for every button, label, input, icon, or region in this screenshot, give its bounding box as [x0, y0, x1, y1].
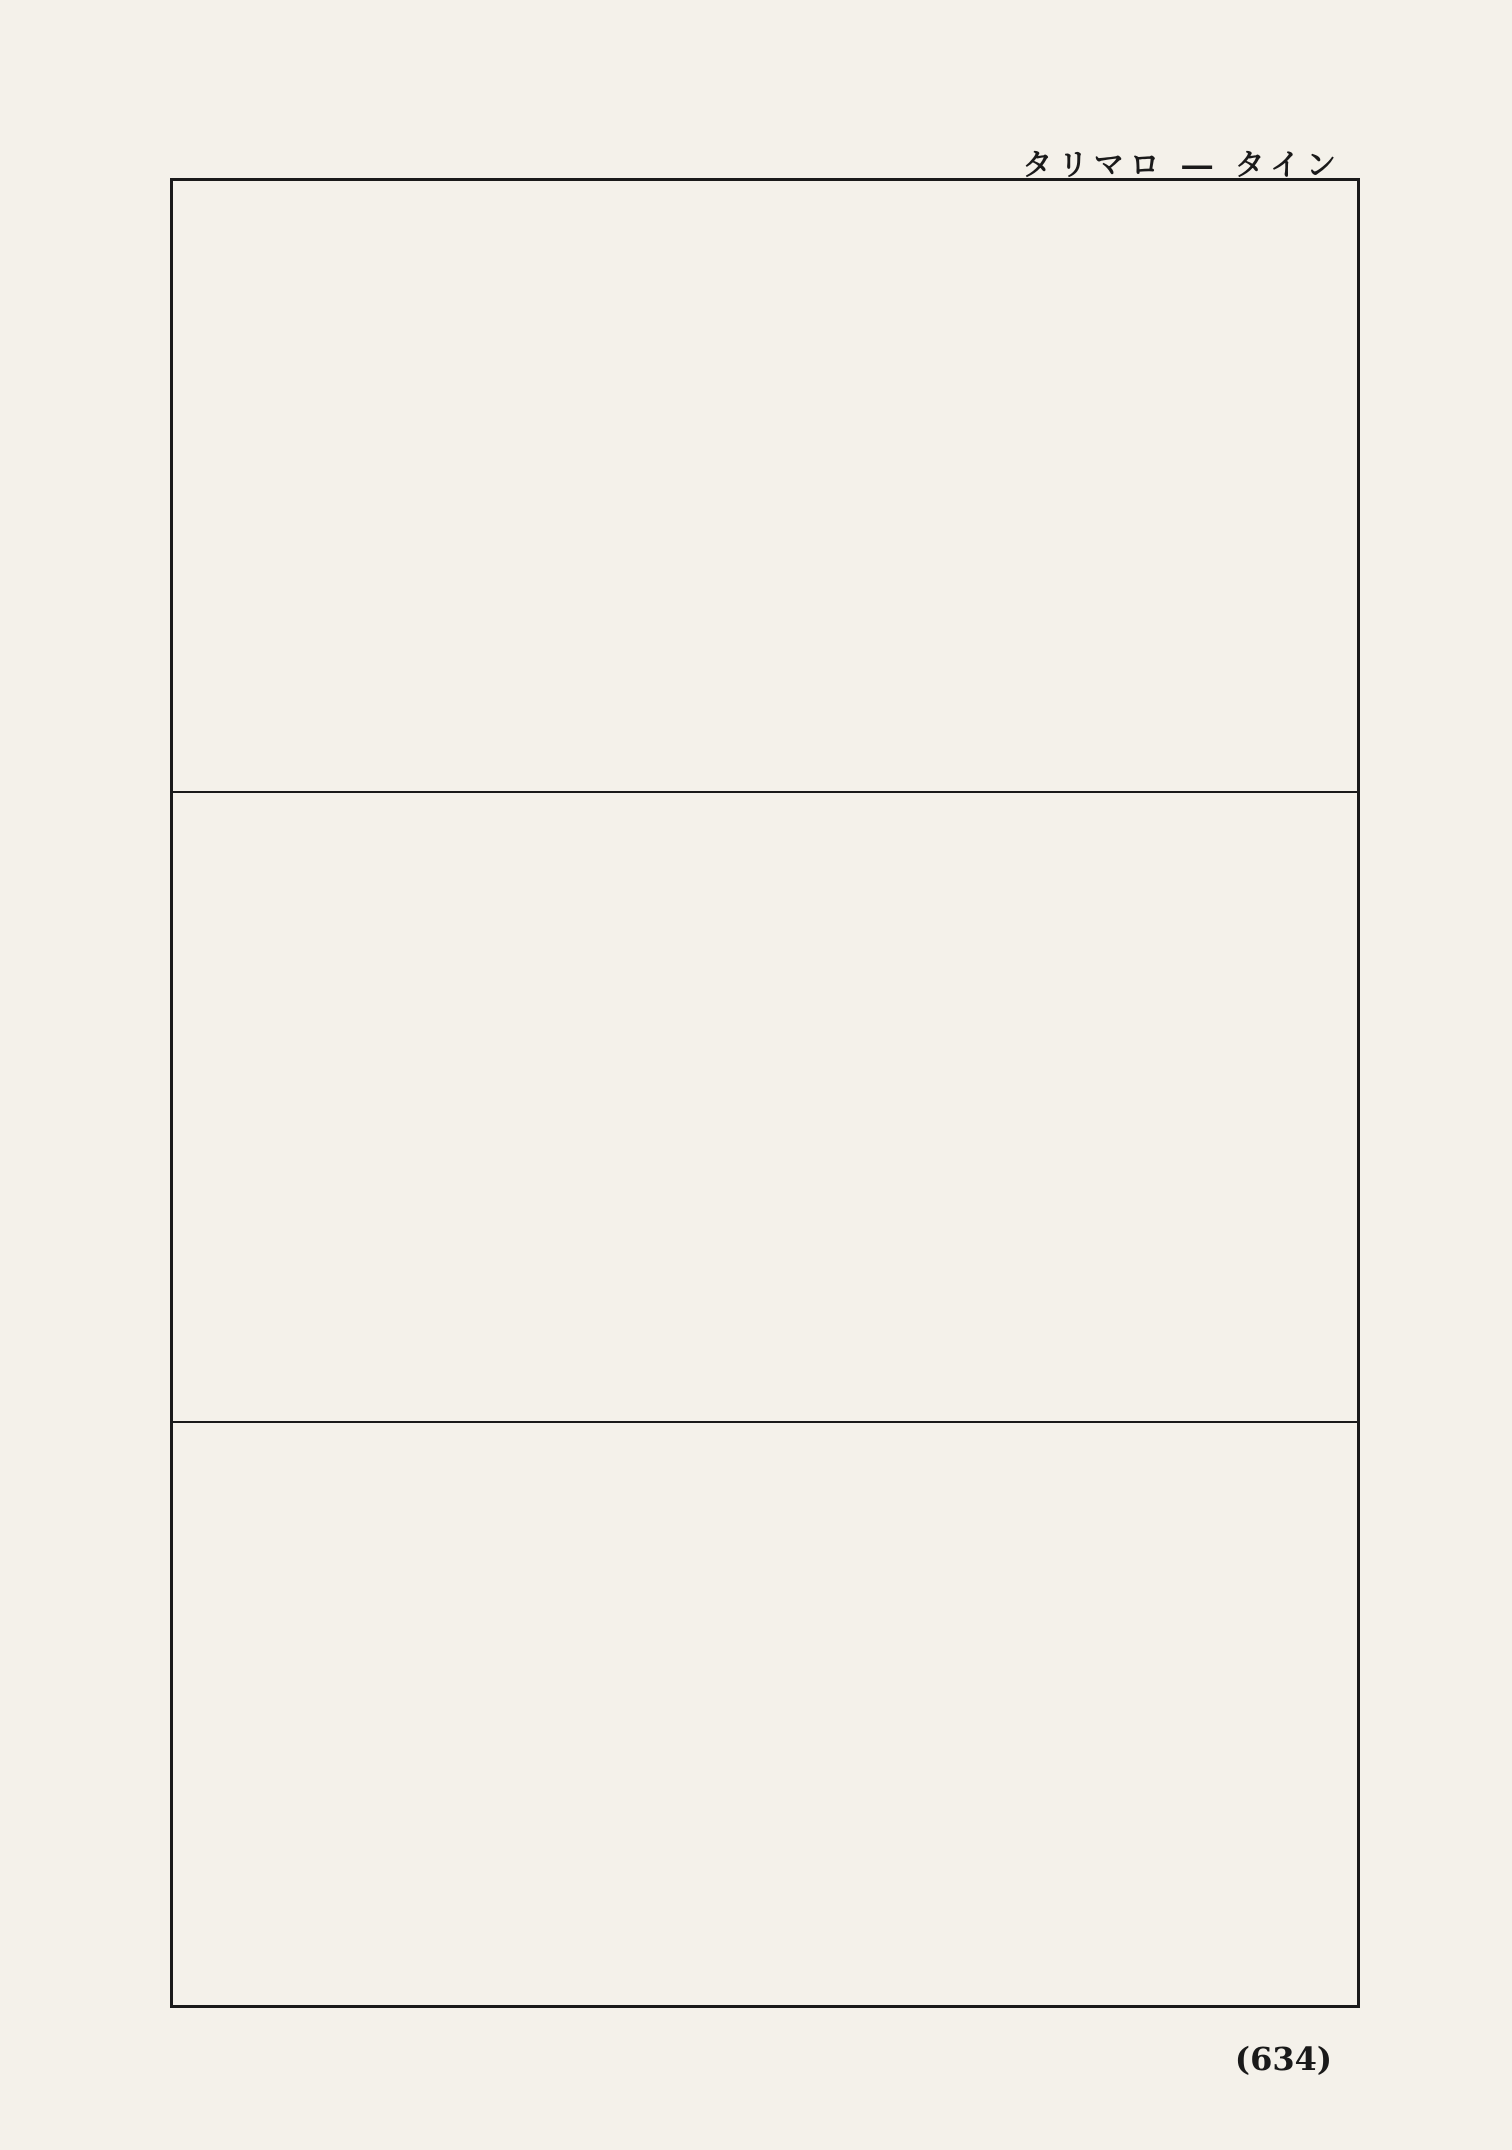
text-column: [197, 199, 239, 773]
text-column: [648, 1441, 690, 1989]
text-column: [247, 811, 289, 1403]
text-column: [1149, 199, 1191, 773]
text-column: [1149, 1441, 1191, 1989]
text-column: [1099, 811, 1141, 1403]
text-column: [347, 199, 389, 773]
text-column: [497, 811, 539, 1403]
text-column: [247, 199, 289, 773]
text-column: [1299, 1441, 1341, 1989]
text-column: [548, 199, 590, 773]
text-column: [1099, 199, 1141, 773]
text-column: [1249, 199, 1291, 773]
text-column: [798, 811, 840, 1403]
text-column: [848, 1441, 890, 1989]
band-bottom: [173, 1421, 1357, 2007]
text-column: [1048, 811, 1090, 1403]
page-number: (634): [1234, 2040, 1332, 2078]
text-column: [1199, 199, 1241, 773]
text-column: [197, 1441, 239, 1989]
text-column: [648, 199, 690, 773]
text-column: [1199, 1441, 1241, 1989]
text-column: [548, 1441, 590, 1989]
text-column: [1249, 811, 1291, 1403]
text-column: [748, 199, 790, 773]
text-column: [447, 199, 489, 773]
text-column: [1299, 199, 1341, 773]
text-column: [948, 199, 990, 773]
text-column: [748, 1441, 790, 1989]
text-column: [698, 199, 740, 773]
text-column: [798, 199, 840, 773]
text-column: [297, 811, 339, 1403]
text-column: [898, 811, 940, 1403]
text-column: [848, 199, 890, 773]
text-column: [748, 811, 790, 1403]
text-column: [898, 199, 940, 773]
text-column: [548, 811, 590, 1403]
text-column: [598, 199, 640, 773]
text-column: [347, 1441, 389, 1989]
text-column: [497, 1441, 539, 1989]
text-column: [598, 1441, 640, 1989]
text-column: [1099, 1441, 1141, 1989]
text-column: [297, 199, 339, 773]
text-column: [698, 1441, 740, 1989]
band-middle: [173, 791, 1357, 1421]
text-column: [998, 199, 1040, 773]
text-column: [197, 811, 239, 1403]
text-column: [848, 811, 890, 1403]
text-column: [998, 811, 1040, 1403]
text-column: [1048, 1441, 1090, 1989]
text-column: [1199, 811, 1241, 1403]
text-column: [447, 811, 489, 1403]
text-column: [497, 199, 539, 773]
text-column: [648, 811, 690, 1403]
running-head: タリマロ ― タイン: [1022, 148, 1342, 183]
text-column: [247, 1441, 289, 1989]
text-column: [397, 1441, 439, 1989]
band-top: [173, 181, 1357, 791]
text-column: [948, 1441, 990, 1989]
text-column: [1299, 811, 1341, 1403]
text-column: [297, 1441, 339, 1989]
text-column: [1149, 811, 1191, 1403]
text-column: [698, 811, 740, 1403]
text-frame: [170, 178, 1360, 2008]
text-column: [598, 811, 640, 1403]
text-column: [1249, 1441, 1291, 1989]
text-column: [447, 1441, 489, 1989]
text-column: [898, 1441, 940, 1989]
text-column: [347, 811, 389, 1403]
text-column: [948, 811, 990, 1403]
text-column: [1048, 199, 1090, 773]
text-column: [397, 811, 439, 1403]
text-column: [998, 1441, 1040, 1989]
text-column: [798, 1441, 840, 1989]
text-column: [397, 199, 439, 773]
